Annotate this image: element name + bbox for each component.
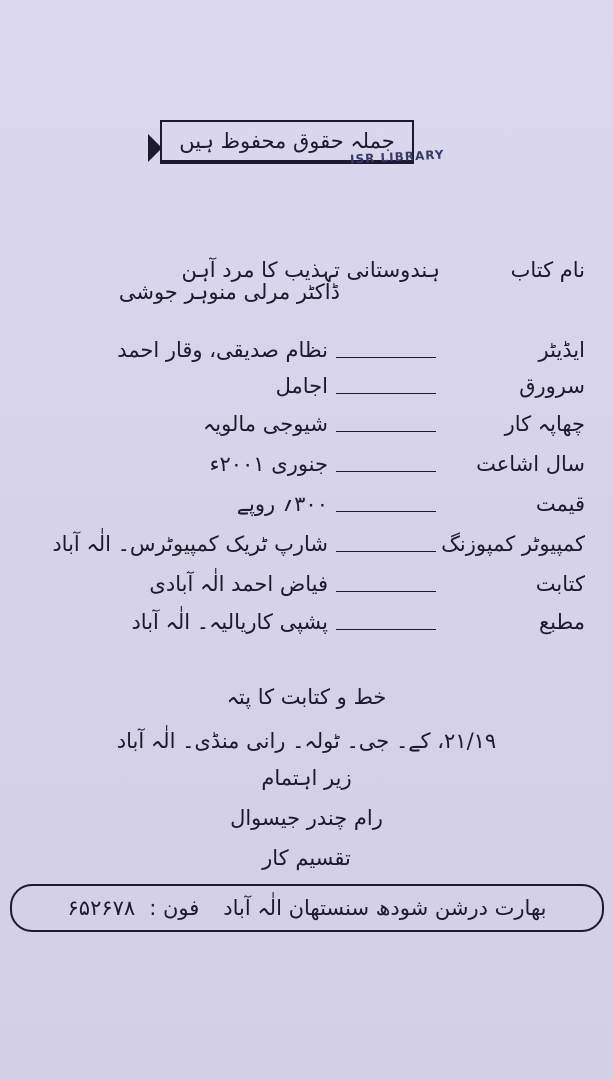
printer-value: شیوجی مالویہ: [203, 412, 328, 436]
cover-value: اجامل: [275, 374, 328, 398]
press-value: پشپی کاریالیہ۔ الٰہ آباد: [131, 610, 328, 634]
organization-name: بھارت درشن شودھ سنستھان الٰہ آباد: [223, 896, 547, 920]
address-line: ۲۱/۱۹، کے۔ جی۔ ٹولہ۔ رانی منڈی۔ الٰہ آباد: [116, 729, 497, 753]
divider-dash: [336, 357, 436, 358]
row-composing: [30, 526, 585, 562]
copyright-text: جملہ حقوق محفوظ ہیں: [179, 129, 395, 153]
row-editor: [30, 332, 585, 368]
row-cover: [30, 368, 585, 404]
supervision-label: زیر اہتمام: [261, 766, 352, 790]
publisher-name: رام چندر جیسوال: [230, 806, 383, 830]
composing-value: شارپ ٹریک کمپیوٹرس۔ الٰہ آباد: [52, 532, 328, 556]
divider-dash: [336, 393, 436, 394]
phone-label: فون :: [149, 896, 200, 920]
composing-label: کمپیوٹر کمپوزنگ: [441, 532, 585, 556]
row-press: [30, 604, 585, 640]
year-value: جنوری ۲۰۰۱ء: [209, 452, 328, 476]
editor-value: نظام صدیقی، وقار احمد: [117, 338, 328, 362]
library-stamp: ISR LIBRARY: [349, 147, 445, 167]
distributor-label: تقسیم کار: [262, 846, 351, 870]
calligraphy-value: فیاض احمد الٰہ آبادی: [149, 572, 328, 596]
calligraphy-label: کتابت: [535, 572, 585, 596]
book-title-label: نام کتاب: [510, 258, 585, 282]
year-label: سال اشاعت: [476, 452, 585, 476]
price-value: ۳۰۰؍ روپے: [236, 492, 328, 516]
address-heading: خط و کتابت کا پتہ: [226, 685, 387, 709]
divider-dash: [336, 471, 436, 472]
author-line: ڈاکٹر مرلی منوہر جوشی: [118, 280, 340, 304]
divider-dash: [336, 551, 436, 552]
press-label: مطبع: [539, 610, 585, 634]
editor-label: ایڈیٹر: [538, 338, 585, 362]
phone-number: ۶۵۲۶۷۸: [67, 896, 136, 920]
book-title-value: ہندوستانی تہذیب کا مرد آہن: [181, 258, 440, 282]
divider-dash: [336, 511, 436, 512]
row-calligraphy: [30, 566, 585, 602]
row-year: [30, 446, 585, 482]
cover-label: سرورق: [519, 374, 585, 398]
row-price: [30, 486, 585, 522]
divider-dash: [336, 629, 436, 630]
divider-dash: [336, 431, 436, 432]
footer-banner: [10, 884, 604, 932]
printer-label: چھاپہ کار: [504, 412, 585, 436]
price-label: قیمت: [535, 492, 585, 516]
divider-dash: [336, 591, 436, 592]
row-printer: [30, 406, 585, 442]
